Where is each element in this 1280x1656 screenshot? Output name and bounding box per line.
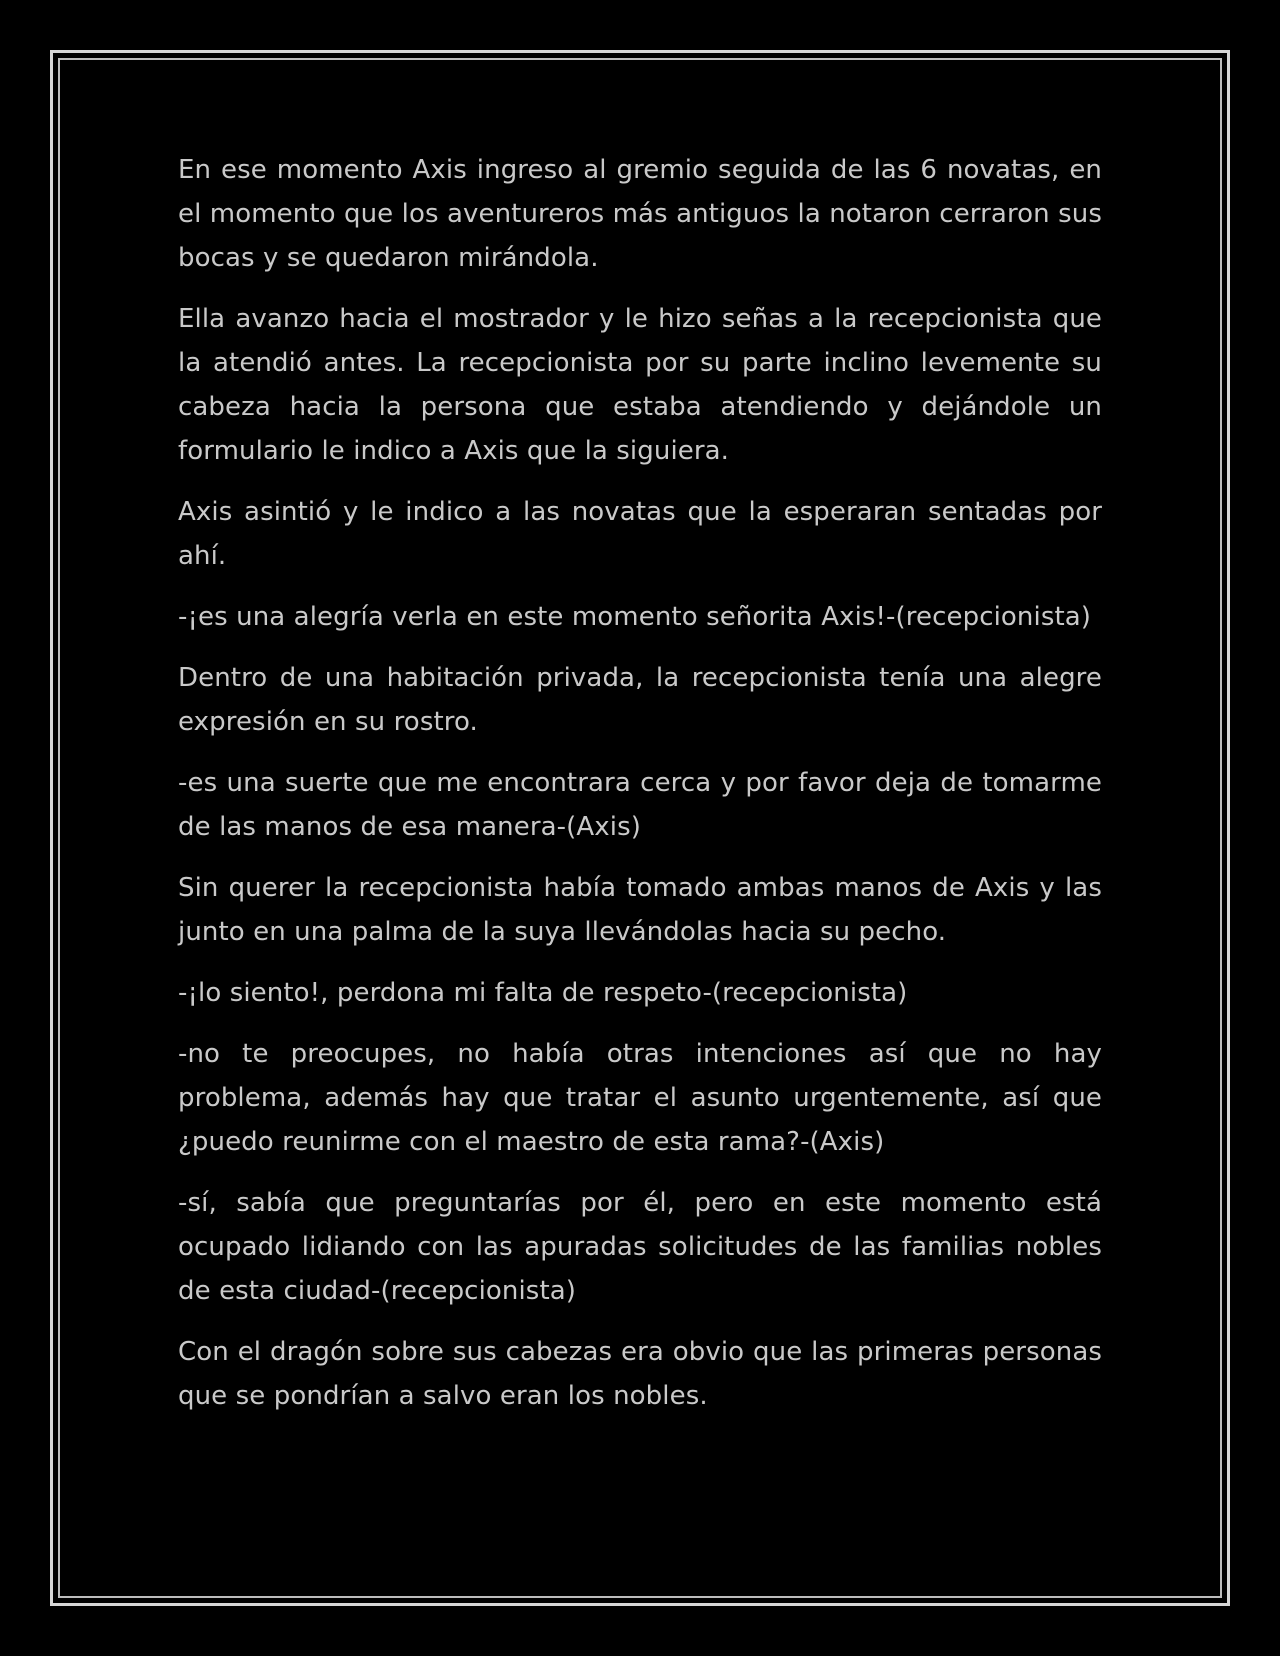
paragraph-7: Sin querer la recepcionista había tomado ambas manos de Axis y las junto en una palma de la suya llevándolas hacia su pecho. bbox=[178, 873, 1102, 947]
paragraph-4: -¡es una alegría verla en este momento señorita Axis!-(recepcionista) bbox=[178, 602, 1092, 632]
paragraph-1: En ese momento Axis ingreso al gremio seguida de las 6 novatas, en el momento que los aventureros más antiguos la notaron cerraron sus bocas y se quedaron mirándola. bbox=[178, 155, 1102, 273]
paragraph-9: -no te preocupes, no había otras intenciones así que no hay problema, además hay que tratar el asunto urgentemente, así que ¿puedo reunirme con el maestro de esta rama?-(Axis) bbox=[178, 1039, 1102, 1157]
paragraph-11: Con el dragón sobre sus cabezas era obvio que las primeras personas que se pondrían a salvo eran los nobles. bbox=[178, 1337, 1102, 1411]
paragraph-3: Axis asintió y le indico a las novatas que la esperaran sentadas por ahí. bbox=[178, 497, 1102, 571]
paragraph-6: -es una suerte que me encontrara cerca y por favor deja de tomarme de las manos de esa manera-(Axis) bbox=[178, 768, 1102, 842]
paragraph-8: -¡lo siento!, perdona mi falta de respeto-(recepcionista) bbox=[178, 978, 908, 1008]
paragraph-2: Ella avanzo hacia el mostrador y le hizo señas a la recepcionista que la atendió antes. La recepcionista por su parte inclino levemente su cabeza hacia la persona que estaba atendiendo y dejándole un formulario le indico a Axis que la siguiera. bbox=[178, 304, 1102, 466]
document-body bbox=[178, 148, 1102, 1435]
paragraph-5: Dentro de una habitación privada, la recepcionista tenía una alegre expresión en su rostro. bbox=[178, 663, 1102, 737]
paragraph-10: -sí, sabía que preguntarías por él, pero en este momento está ocupado lidiando con las apuradas solicitudes de las familias nobles de esta ciudad-(recepcionista) bbox=[178, 1188, 1102, 1306]
